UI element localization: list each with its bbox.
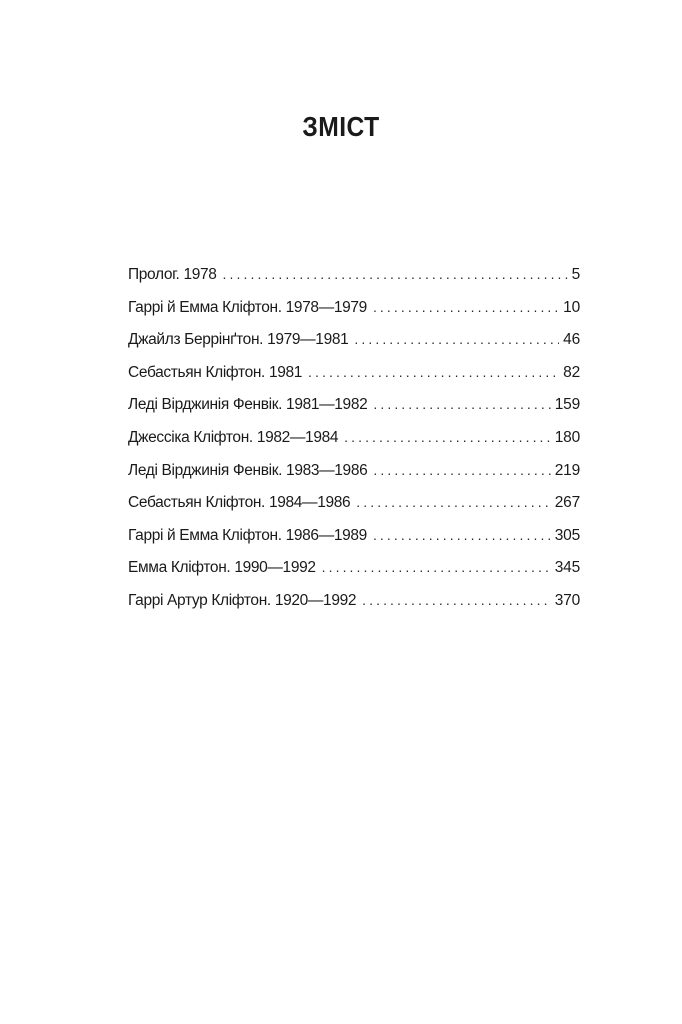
toc-entry [128, 356, 580, 389]
toc-entry-page-number: 305 [554, 526, 580, 544]
toc-entry-prologue [128, 258, 580, 291]
toc-entry-page-number: 5 [571, 266, 580, 283]
toc-entry-title: Гаррі Артур Кліфтон. 1920—1992 [128, 591, 357, 609]
toc-dot-leader [373, 454, 550, 487]
toc-entry-title: Себастьян Кліфтон. 1981 [128, 363, 303, 381]
toc-dot-leader [373, 388, 550, 421]
toc-entry [128, 551, 580, 584]
toc-entry [128, 388, 580, 421]
toc-entry [128, 519, 580, 552]
toc-entry-title: Себастьян Кліфтон. 1984—1986 [128, 494, 351, 512]
toc-entry-page-number: 180 [554, 428, 580, 446]
toc-dot-leader [308, 356, 559, 389]
toc-entry-page-number: 267 [554, 494, 580, 512]
toc-entry-page-number: 219 [554, 461, 580, 479]
toc-dot-leader [362, 584, 551, 617]
toc-entry-page-number: 345 [554, 559, 580, 577]
toc-dot-leader [223, 258, 568, 291]
table-of-contents [128, 258, 580, 617]
toc-entry [128, 486, 580, 519]
toc-entry [128, 584, 580, 617]
toc-dot-leader [373, 519, 551, 552]
toc-entry [128, 454, 580, 487]
toc-dot-leader [373, 291, 559, 324]
toc-entry-page-number: 370 [554, 591, 580, 609]
toc-entry-title: Леді Вірджинія Фенвік. 1981—1982 [128, 396, 368, 414]
toc-dot-leader [322, 551, 551, 584]
toc-entry-title: Гаррі й Емма Кліфтон. 1986—1989 [128, 526, 367, 544]
page-title: ЗМІСТ [302, 110, 380, 142]
toc-entry-title: Джайлз Беррінґтон. 1979—1981 [128, 331, 349, 349]
toc-entry [128, 421, 580, 454]
toc-entry-title: Емма Кліфтон. 1990—1992 [128, 559, 316, 577]
toc-entry-title: Леді Вірджинія Фенвік. 1983—1986 [128, 461, 368, 479]
toc-entry-title: Джессіка Кліфтон. 1982—1984 [128, 428, 339, 446]
toc-entry-page-number: 46 [563, 331, 580, 349]
toc-dot-leader [354, 323, 559, 356]
toc-dot-leader [356, 486, 550, 519]
toc-entry-title: Гаррі й Емма Кліфтон. 1978—1979 [128, 298, 367, 316]
toc-entry-title: Пролог. 1978 [128, 266, 217, 283]
toc-entry-page-number: 82 [563, 363, 580, 381]
toc-entry [128, 291, 580, 324]
toc-dot-leader [344, 421, 551, 454]
toc-entry [128, 323, 580, 356]
toc-entry-page-number: 10 [563, 298, 580, 316]
toc-entry-page-number: 159 [554, 396, 580, 414]
